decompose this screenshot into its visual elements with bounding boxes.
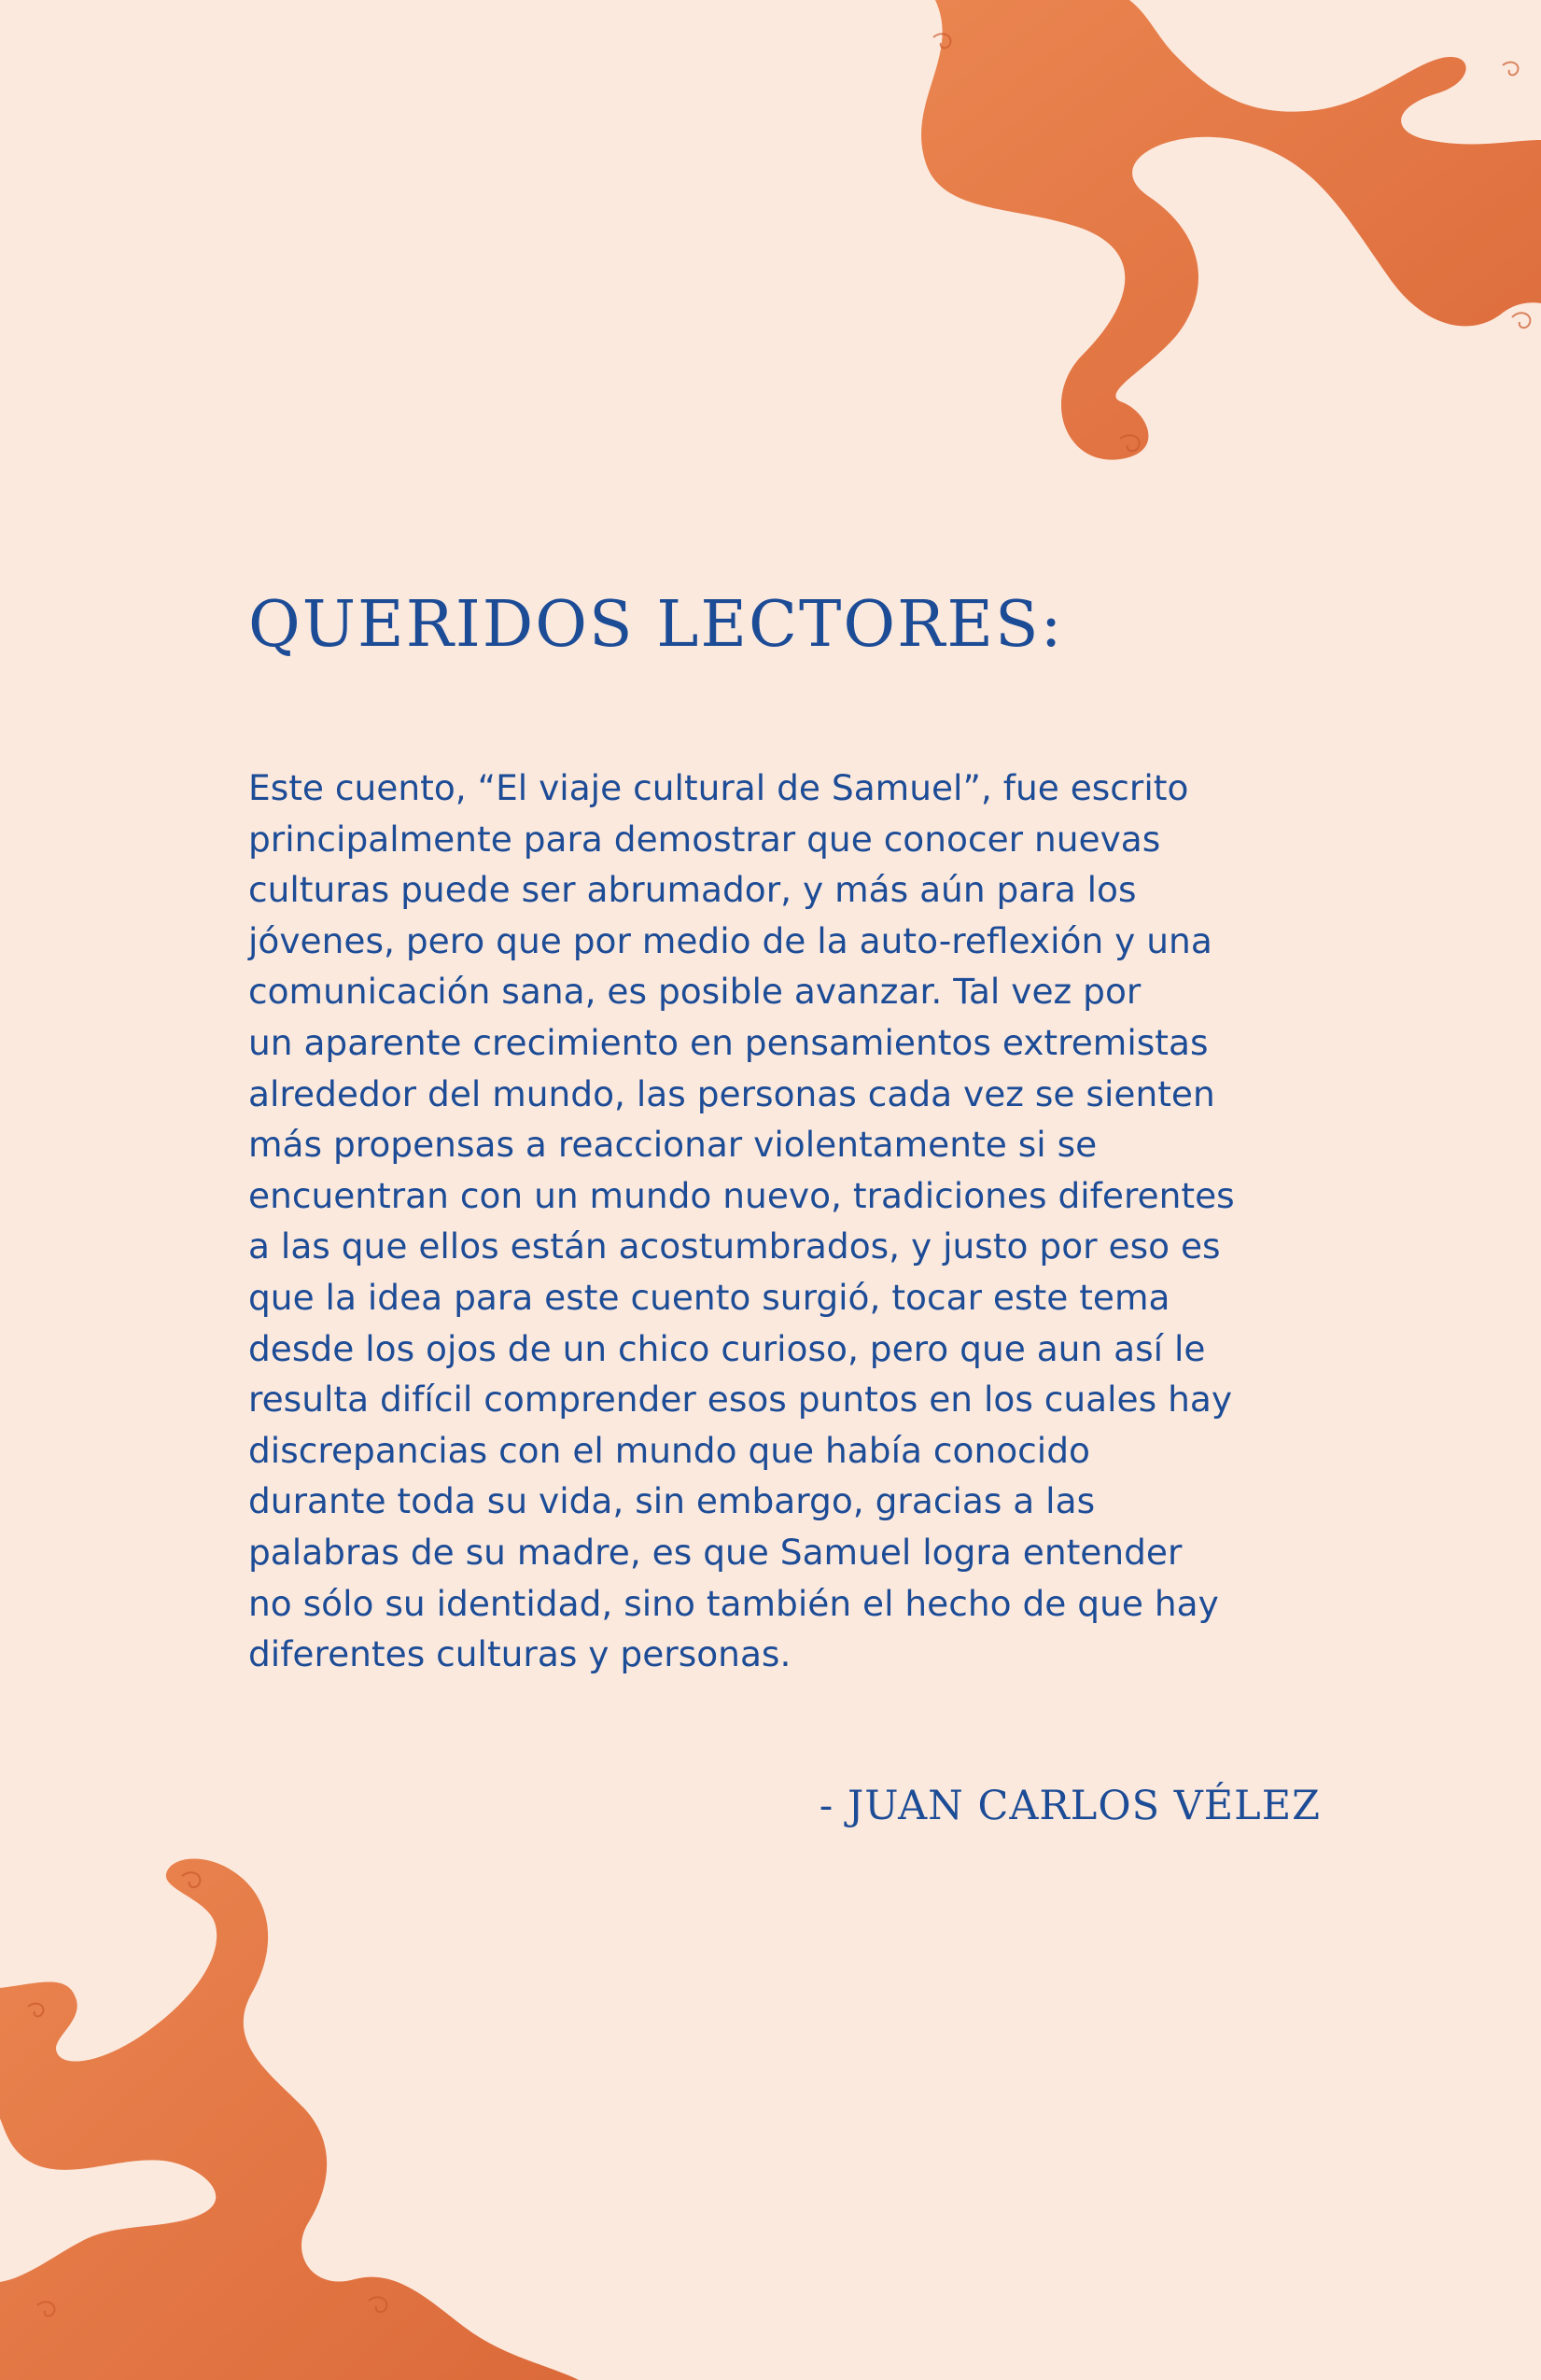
orange-wave-shape-top-right <box>921 0 1541 460</box>
body-line: culturas puede ser abrumador, y más aún para los <box>248 869 1137 911</box>
body-line: discrepancias con el mundo que había conocido <box>248 1429 1090 1471</box>
orange-wave-shape-bottom-left <box>0 1859 579 2380</box>
body-line: jóvenes, pero que por medio de la auto-reflexión y una <box>248 919 1212 961</box>
orange-wave-decoration-top <box>868 0 1541 523</box>
body-line: comunicación sana, es posible avanzar. Tal vez por <box>248 971 1142 1013</box>
swirl-icon <box>1503 63 1519 76</box>
author-signature: - JUAN CARLOS VÉLEZ <box>819 1783 1321 1829</box>
body-line: que la idea para este cuento surgió, tocar este tema <box>248 1276 1170 1318</box>
body-line: a las que ellos están acostumbrados, y justo por eso es <box>248 1225 1221 1267</box>
body-line: diferentes culturas y personas. <box>248 1633 792 1675</box>
letter-heading: QUERIDOS LECTORES: <box>248 588 1064 662</box>
body-line: resulta difícil comprender esos puntos en los cuales hay <box>248 1379 1233 1421</box>
body-line: durante toda su vida, sin embargo, gracias a las <box>248 1480 1096 1522</box>
body-line: alrededor del mundo, las personas cada vez se sienten <box>248 1072 1215 1114</box>
letter-body <box>248 763 1368 1680</box>
body-line: un aparente crecimiento en pensamientos extremistas <box>248 1021 1209 1063</box>
swirl-icon <box>1512 313 1530 328</box>
body-line: Este cuento, “El viaje cultural de Samuel”, fue escrito <box>248 767 1189 808</box>
body-line: principalmente para demostrar que conocer nuevas <box>248 818 1161 860</box>
body-line: palabras de su madre, es que Samuel logra entender <box>248 1531 1183 1573</box>
body-line: desde los ojos de un chico curioso, pero que aun así le <box>248 1327 1206 1369</box>
orange-wave-decoration-bottom <box>0 1857 728 2380</box>
body-line: encuentran con un mundo nuevo, tradiciones diferentes <box>248 1174 1235 1216</box>
body-line: no sólo su identidad, sino también el hecho de que hay <box>248 1582 1219 1624</box>
body-line: más propensas a reaccionar violentamente si se <box>248 1124 1098 1166</box>
